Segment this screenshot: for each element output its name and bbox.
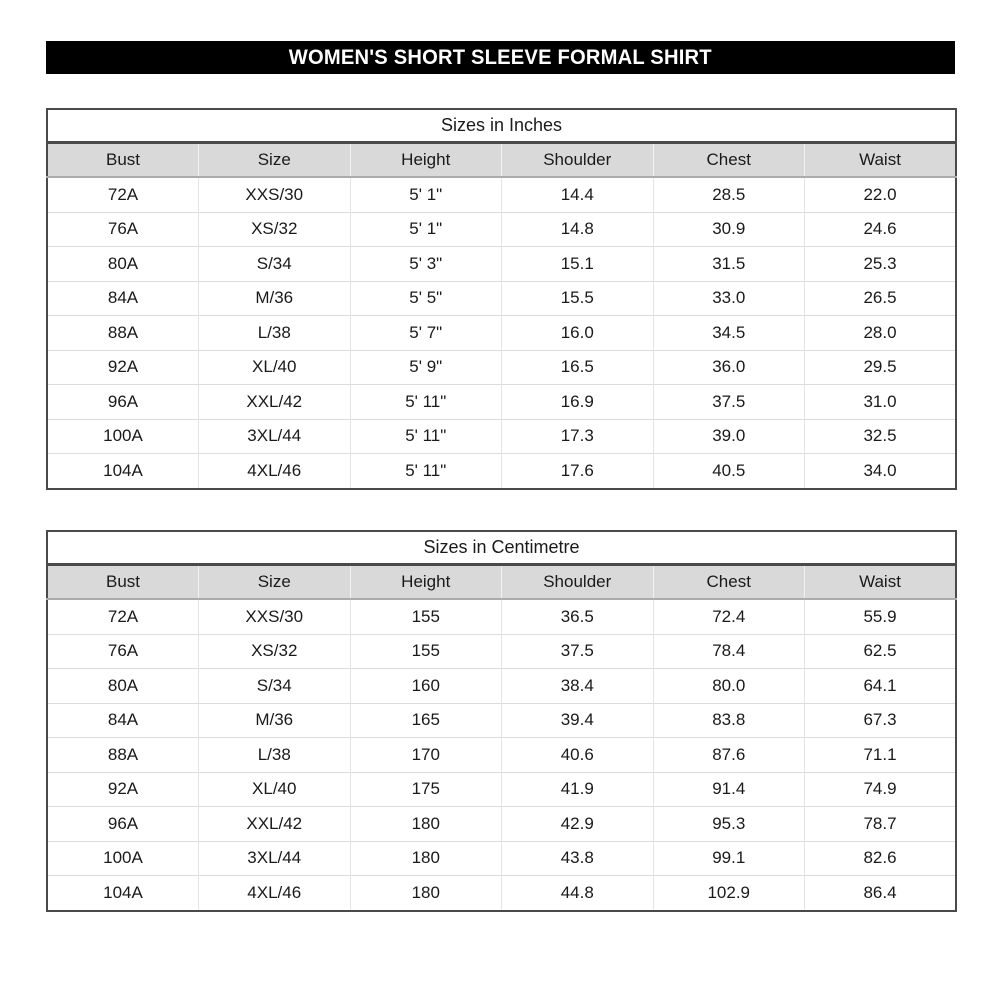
table-row <box>47 177 956 212</box>
table-cell: 96A <box>47 807 199 842</box>
table-cell: 78.4 <box>653 634 805 669</box>
table-cell: L/38 <box>199 316 351 351</box>
table-cell: 104A <box>47 876 199 911</box>
table-cell: 43.8 <box>502 841 654 876</box>
column-header-row <box>47 565 956 600</box>
table-cell: 104A <box>47 454 199 489</box>
column-header-row <box>47 143 956 178</box>
table-cell: 84A <box>47 281 199 316</box>
title-banner <box>46 41 955 74</box>
table-cell: 42.9 <box>502 807 654 842</box>
table-row <box>47 876 956 911</box>
table-cell: 100A <box>47 841 199 876</box>
table-row <box>47 599 956 634</box>
table-cell: 92A <box>47 772 199 807</box>
column-header: Height <box>350 565 502 600</box>
table-cell: S/34 <box>199 247 351 282</box>
table-title: Sizes in Centimetre <box>47 531 956 565</box>
table-cell: 31.5 <box>653 247 805 282</box>
table-cell: 16.5 <box>502 350 654 385</box>
table-cell: 72A <box>47 599 199 634</box>
column-header: Size <box>199 143 351 178</box>
table-cell: 76A <box>47 634 199 669</box>
table-cell: XXS/30 <box>199 177 351 212</box>
table-cell: 71.1 <box>805 738 957 773</box>
table-cell: 88A <box>47 316 199 351</box>
table-cell: 44.8 <box>502 876 654 911</box>
table-cell: 83.8 <box>653 703 805 738</box>
table-row <box>47 669 956 704</box>
table-cell: 82.6 <box>805 841 957 876</box>
table-cell: 180 <box>350 841 502 876</box>
table-cell: XS/32 <box>199 212 351 247</box>
table-cell: 39.0 <box>653 419 805 454</box>
table-cell: 25.3 <box>805 247 957 282</box>
table-row <box>47 807 956 842</box>
table-head <box>47 531 956 599</box>
table-cell: S/34 <box>199 669 351 704</box>
table-row <box>47 634 956 669</box>
table-cell: 72.4 <box>653 599 805 634</box>
table-cell: 155 <box>350 599 502 634</box>
table-cell: 37.5 <box>653 385 805 420</box>
column-header: Size <box>199 565 351 600</box>
column-header: Waist <box>805 143 957 178</box>
table-cell: 39.4 <box>502 703 654 738</box>
table-cell: 5' 1" <box>350 212 502 247</box>
table-cell: 5' 7" <box>350 316 502 351</box>
table-cell: 170 <box>350 738 502 773</box>
table-cell: 41.9 <box>502 772 654 807</box>
table-cell: 3XL/44 <box>199 841 351 876</box>
column-header: Chest <box>653 143 805 178</box>
table-cell: 40.5 <box>653 454 805 489</box>
table-cell: 88A <box>47 738 199 773</box>
table-cell: 5' 11" <box>350 454 502 489</box>
table-cell: M/36 <box>199 703 351 738</box>
table-cell: 99.1 <box>653 841 805 876</box>
table-cell: 34.0 <box>805 454 957 489</box>
table-cell: 30.9 <box>653 212 805 247</box>
table-cell: 160 <box>350 669 502 704</box>
table-title: Sizes in Inches <box>47 109 956 143</box>
table-cell: 5' 11" <box>350 419 502 454</box>
table-cell: M/36 <box>199 281 351 316</box>
table-cell: 38.4 <box>502 669 654 704</box>
table-title-row <box>47 109 956 143</box>
table-cell: 5' 5" <box>350 281 502 316</box>
page-title: WOMEN'S SHORT SLEEVE FORMAL SHIRT <box>289 45 712 69</box>
table-row <box>47 350 956 385</box>
table-cell: 17.3 <box>502 419 654 454</box>
column-header: Height <box>350 143 502 178</box>
table-row <box>47 703 956 738</box>
table-cell: 15.1 <box>502 247 654 282</box>
table-cell: 72A <box>47 177 199 212</box>
table-cell: XXS/30 <box>199 599 351 634</box>
table-cell: 87.6 <box>653 738 805 773</box>
table-cell: 180 <box>350 807 502 842</box>
table-cell: 80A <box>47 247 199 282</box>
table-head <box>47 109 956 177</box>
table-cell: 14.4 <box>502 177 654 212</box>
column-header: Bust <box>47 565 199 600</box>
table-cell: 76A <box>47 212 199 247</box>
table-cell: 37.5 <box>502 634 654 669</box>
table-row <box>47 316 956 351</box>
table-cell: 5' 1" <box>350 177 502 212</box>
table-cell: 34.5 <box>653 316 805 351</box>
table-cell: 95.3 <box>653 807 805 842</box>
table-cell: XXL/42 <box>199 807 351 842</box>
table-cell: 80A <box>47 669 199 704</box>
table-cell: 92A <box>47 350 199 385</box>
table-cell: 86.4 <box>805 876 957 911</box>
table-cell: 74.9 <box>805 772 957 807</box>
table-row <box>47 841 956 876</box>
table-cell: 78.7 <box>805 807 957 842</box>
table-cell: 175 <box>350 772 502 807</box>
table-row <box>47 385 956 420</box>
table-cell: 26.5 <box>805 281 957 316</box>
column-header: Chest <box>653 565 805 600</box>
table-row <box>47 419 956 454</box>
table-cell: 180 <box>350 876 502 911</box>
table-cell: 5' 11" <box>350 385 502 420</box>
table-cell: 29.5 <box>805 350 957 385</box>
table-cell: 33.0 <box>653 281 805 316</box>
table-cell: 16.9 <box>502 385 654 420</box>
table-cell: 5' 3" <box>350 247 502 282</box>
table-cell: 16.0 <box>502 316 654 351</box>
table-cell: 96A <box>47 385 199 420</box>
table-cell: XS/32 <box>199 634 351 669</box>
table-cell: 100A <box>47 419 199 454</box>
table-cell: 5' 9" <box>350 350 502 385</box>
table-cell: 32.5 <box>805 419 957 454</box>
column-header: Bust <box>47 143 199 178</box>
table-cell: 36.0 <box>653 350 805 385</box>
table-cell: L/38 <box>199 738 351 773</box>
table-cell: 55.9 <box>805 599 957 634</box>
table-cell: 40.6 <box>502 738 654 773</box>
table-cell: 15.5 <box>502 281 654 316</box>
table-cell: 22.0 <box>805 177 957 212</box>
table-title-row <box>47 531 956 565</box>
table-cell: 14.8 <box>502 212 654 247</box>
table-cell: 24.6 <box>805 212 957 247</box>
table-cell: 80.0 <box>653 669 805 704</box>
table-row <box>47 738 956 773</box>
table-cell: 17.6 <box>502 454 654 489</box>
table-cell: 3XL/44 <box>199 419 351 454</box>
table-cell: 28.5 <box>653 177 805 212</box>
sizes-in-inches-table <box>46 108 957 490</box>
table-body <box>47 177 956 489</box>
table-row <box>47 281 956 316</box>
table-cell: 84A <box>47 703 199 738</box>
table-cell: 67.3 <box>805 703 957 738</box>
table-cell: 62.5 <box>805 634 957 669</box>
table-cell: XL/40 <box>199 772 351 807</box>
table-cell: 28.0 <box>805 316 957 351</box>
table-row <box>47 247 956 282</box>
table-cell: 102.9 <box>653 876 805 911</box>
table-cell: XL/40 <box>199 350 351 385</box>
column-header: Waist <box>805 565 957 600</box>
sizes-in-centimetre-table <box>46 530 957 912</box>
table-cell: 31.0 <box>805 385 957 420</box>
table-cell: 64.1 <box>805 669 957 704</box>
table-body <box>47 599 956 911</box>
table-cell: 165 <box>350 703 502 738</box>
table-cell: 4XL/46 <box>199 876 351 911</box>
table-cell: 91.4 <box>653 772 805 807</box>
table-cell: 155 <box>350 634 502 669</box>
column-header: Shoulder <box>502 565 654 600</box>
table-cell: XXL/42 <box>199 385 351 420</box>
table-cell: 36.5 <box>502 599 654 634</box>
table-row <box>47 772 956 807</box>
table-row <box>47 454 956 489</box>
column-header: Shoulder <box>502 143 654 178</box>
table-row <box>47 212 956 247</box>
table-cell: 4XL/46 <box>199 454 351 489</box>
